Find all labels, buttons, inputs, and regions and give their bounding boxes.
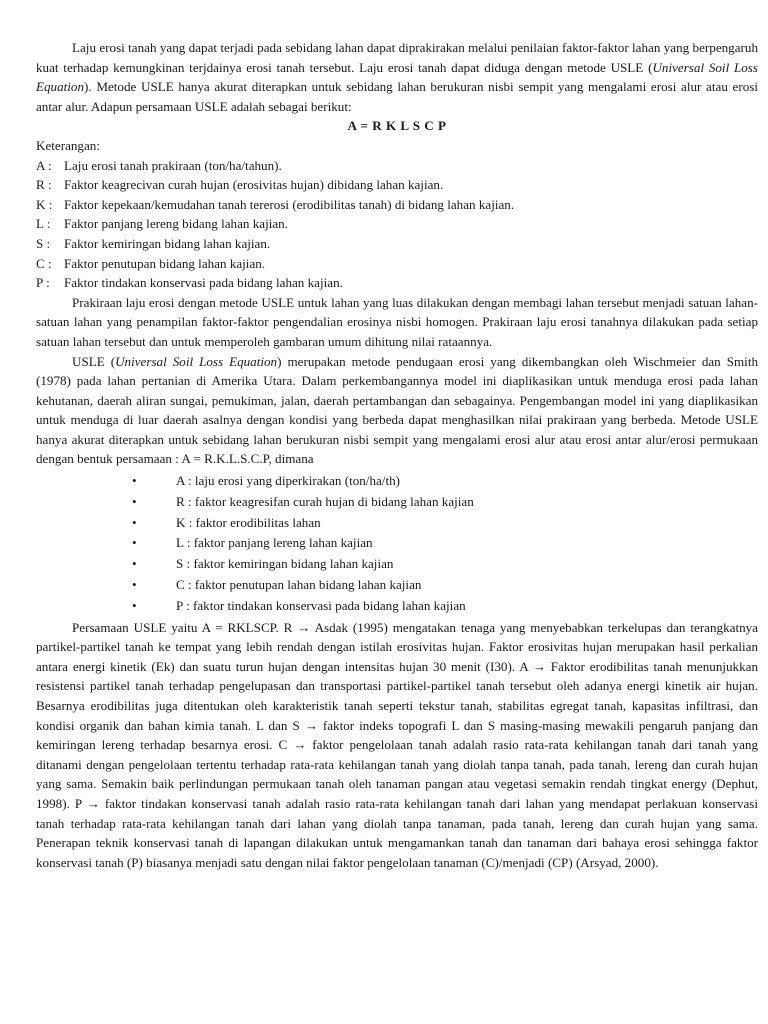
- list-item: K : Faktor kepekaan/kemudahan tanah tererosi (erodibilitas tanah) di bidang lahan kajian.: [36, 196, 515, 212]
- list-item: • S : faktor kemiringan bidang lahan kajian: [36, 554, 758, 575]
- list-item: L : Faktor panjang lereng bidang lahan kajian.: [36, 216, 288, 232]
- paragraph-usle-history: USLE (Universal Soil Loss Equation) merupakan metode pendugaan erosi yang dikembangkan oleh Wischmeier dan Smith (1978) pada lahan pertanian di Amerika Utara. Dalam perkembangannya model ini diaplikasikan untuk menduga erosi pada lahan kehutanan, daerah aliran sungai, pemukiman, jalan, daerah pertambangan dan sebagainya. Pengembangan model ini yang diaplikasikan untuk menduga di luar daerah asalnya dengan kondisi yang berbeda dapat menghasilkan nilai prakiraan yang berbeda. Metode USLE hanya akurat diterapkan untuk sebidang lahan berukuran nisbi sempit yang mengalami erosi alur atau erosi antar alur/erosi permukaan dengan bentuk persamaan : A = R.K.L.S.C.P, dimana: [36, 353, 759, 467]
- list-item: • R : faktor keagresifan curah hujan di bidang lahan kajian: [36, 492, 758, 513]
- usle-term-italic: Universal Soil Loss Equation: [36, 59, 758, 95]
- list-item: P : Faktor tindakan konservasi pada bidang lahan kajian.: [36, 275, 343, 291]
- paragraph-intro: Laju erosi tanah yang dapat terjadi pada sebidang lahan dapat diprakirakan melalui penilaian faktor-faktor lahan yang berpengaruh kuat terhadap kemungkinan terjdainya erosi tanah tersebut. Laju erosi tanah dapat diduga dengan metode USLE (Universal Soil Loss Equation). Metode USLE hanya akurat diterapkan untuk sebidang lahan berukuran nisbi sempit yang mengalami erosi alur atau erosi antar alur. Adapun persamaan USLE adalah sebagai berikut:: [36, 40, 758, 114]
- paragraph-prakiraan: Prakiraan laju erosi dengan metode USLE untuk lahan yang luas dilakukan dengan membagi lahan tersebut menjadi satuan lahan-satuan lahan yang penampilan faktor-faktor pengendalian erosinya nisbi homogen. Prakiraan laju erosi tanahnya dilakukan pada setiap satuan lahan tersebut dan untuk memperoleh gambaran umum dihitung nilai rataannya.: [36, 294, 758, 349]
- list-item: • K : faktor erodibilitas lahan: [36, 513, 758, 534]
- list-item: • P : faktor tindakan konservasi pada bidang lahan kajian: [36, 596, 758, 617]
- list-item: • A : laju erosi yang diperkirakan (ton/ha/th): [36, 471, 758, 492]
- keterangan-label: Keterangan:: [36, 137, 100, 153]
- usle-term-italic: Universal Soil Loss Equation: [115, 353, 278, 369]
- document-page: [36, 38, 758, 872]
- list-item: R : Faktor keagrecivan curah hujan (erosivitas hujan) dibidang lahan kajian.: [36, 177, 444, 193]
- list-item: • L : faktor panjang lereng lahan kajian: [36, 533, 758, 554]
- usle-formula: A = R K L S C P: [347, 118, 447, 134]
- bullet-list: [36, 471, 758, 617]
- paragraph-persamaan: Persamaan USLE yaitu A = RKLSCP. R → Asdak (1995) mengatakan tenaga yang menyebabkan terkelupas dan terangkatnya partikel-partikel tanah ke tempat yang lebih rendah dengan istilah erosivitas hujan. Faktor erosivitas hujan merupakan hasil perkalian antara energi kinetik (Ek) dan suatu turun hujan dengan intensitas hujan 30 menit (I30). A → Faktor erodibilitas tanah menunjukkan resistensi partikel tanah terhadap pengelupasan dan transportasi partikel-partikel tanah tersebut oleh adanya energi kinetik air hujan. Besarnya erodibilitas juga ditentukan oleh karakteristik tanah seperti tekstur tanah, stabilitas egregat tanah, kapasitas infiltrasi, dan kondisi organik dan bahan kimia tanah. L dan S → faktor indeks topografi L dan S masing-masing mewakili pengaruh panjang dan kemiringan lereng terhadap besarnya erosi. C → faktor pengelolaan tanah adalah rasio rata-rata kehilangan tanah dari tanah yang ditanami dengan pengelolaan tertentu terhadap rata-rata kehilangan tanah yang diolah tanpa tanah, pada tanah, lereng dan curah hujan yang sama. Semakin baik perlindungan permukaan tanah oleh tanaman pangan atau vegetasi semakin rendah tingkat energy (Dephut, 1998). P → faktor tindakan konservasi tanah adalah rasio rata-rata kehilangan tanah dari lahan yang mendapat perlakuan konservasi tanah terhadap rata-rata kehilangan tanah dari lahan yang diolah tanpa tanaman, pada tanah, lereng dan curah hujan yang sama. Penerapan teknik konservasi tanah di lapangan dilakukan untuk mengamankan tanah dan tanaman dari bahaya erosi sehingga faktor konservasi tanah (P) biasanya menjadi satu dengan nilai faktor pengelolaan tanaman (C)/menjadi (CP) (Arsyad, 2000).: [36, 619, 758, 870]
- list-item: • C : faktor penutupan lahan bidang lahan kajian: [36, 575, 758, 596]
- list-item: C : Faktor penutupan bidang lahan kajian.: [36, 255, 266, 271]
- list-item: S : Faktor kemiringan bidang lahan kajian.: [36, 235, 271, 251]
- list-item: A : Laju erosi tanah prakiraan (ton/ha/tahun).: [36, 157, 282, 173]
- keterangan-list: [36, 156, 758, 293]
